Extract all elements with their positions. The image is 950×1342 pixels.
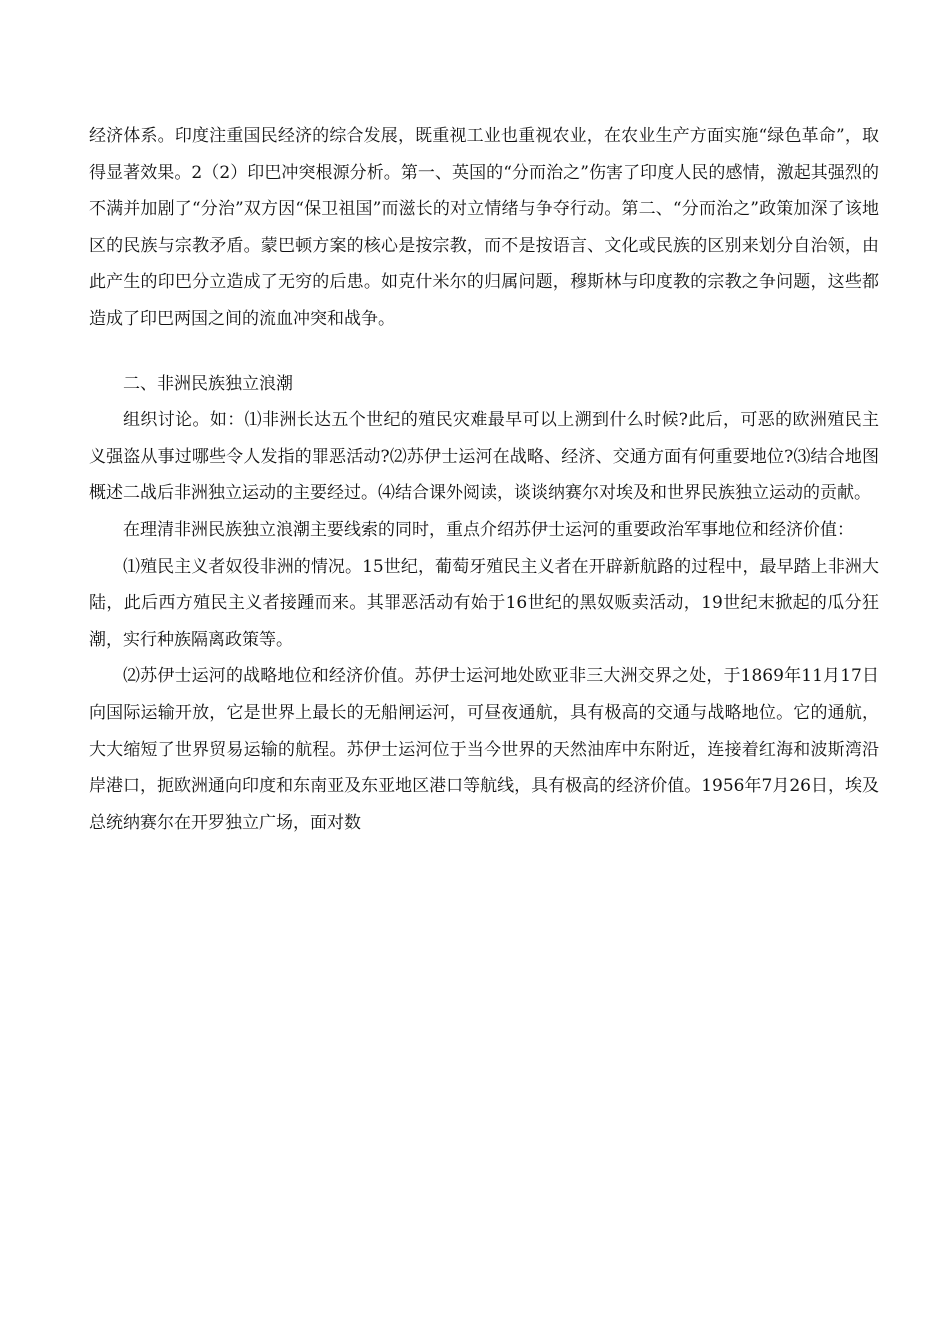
document-page xyxy=(89,118,879,841)
paragraph-suez-intro: 在理清非洲民族独立浪潮主要线索的同时，重点介绍苏伊士运河的重要政治军事地位和经济价值： xyxy=(123,519,854,540)
paragraph-discussion-questions: 组织讨论。如：⑴非洲长达五个世纪的殖民灾难最早可以上溯到什么时候?此后，可恶的欧洲殖民主义强盗从事过哪些令人发指的罪恶活动?⑵苏伊士运河在战略、经济、交通方面有何重要地位?⑶结合地图概述二战后非洲独立运动的主要经过。⑷结合课外阅读，谈谈纳赛尔对埃及和世界民族独立运动的贡献。 xyxy=(89,410,879,504)
paragraph-india-economy-conflict: 经济体系。印度注重国民经济的综合发展，既重视工业也重视农业，在农业生产方面实施“绿色革命”，取得显著效果。2（2）印巴冲突根源分析。第一、英国的“分而治之”伤害了印度人民的感情，激起其强烈的不满并加剧了“分治”双方因“保卫祖国”而滋长的对立情绪与争夺行动。第二、“分而治之”政策加深了该地区的民族与宗教矛盾。蒙巴顿方案的核心是按宗教，而不是按语言、文化或民族的区别来划分自治领，由此产生的印巴分立造成了无穷的后患。如克什米尔的归属问题，穆斯林与印度教的宗教之争问题，这些都造成了印巴两国之间的流血冲突和战争。 xyxy=(89,126,879,329)
paragraph-suez-strategic-value: ⑵苏伊士运河的战略地位和经济价值。苏伊士运河地处欧亚非三大洲交界之处，于1869年11月17日向国际运输开放，它是世界上最长的无船闸运河，可昼夜通航，具有极高的交通与战略地位。它的通航，大大缩短了世界贸易运输的航程。苏伊士运河位于当今世界的天然油库中东附近，连接着红海和波斯湾沿岸港口，扼欧洲通向印度和东南亚及东亚地区港口等航线，具有极高的经济价值。1956年7月26日，埃及总统纳赛尔在开罗独立广场，面对数 xyxy=(89,666,879,833)
section-heading-africa-independence: 二、非洲民族独立浪潮 xyxy=(123,373,293,394)
paragraph-colonial-enslavement: ⑴殖民主义者奴役非洲的情况。15世纪，葡萄牙殖民主义者在开辟新航路的过程中，最早踏上非洲大陆，此后西方殖民主义者接踵而来。其罪恶活动有始于16世纪的黑奴贩卖活动，19世纪末掀起的瓜分狂潮，实行种族隔离政策等。 xyxy=(89,556,879,650)
